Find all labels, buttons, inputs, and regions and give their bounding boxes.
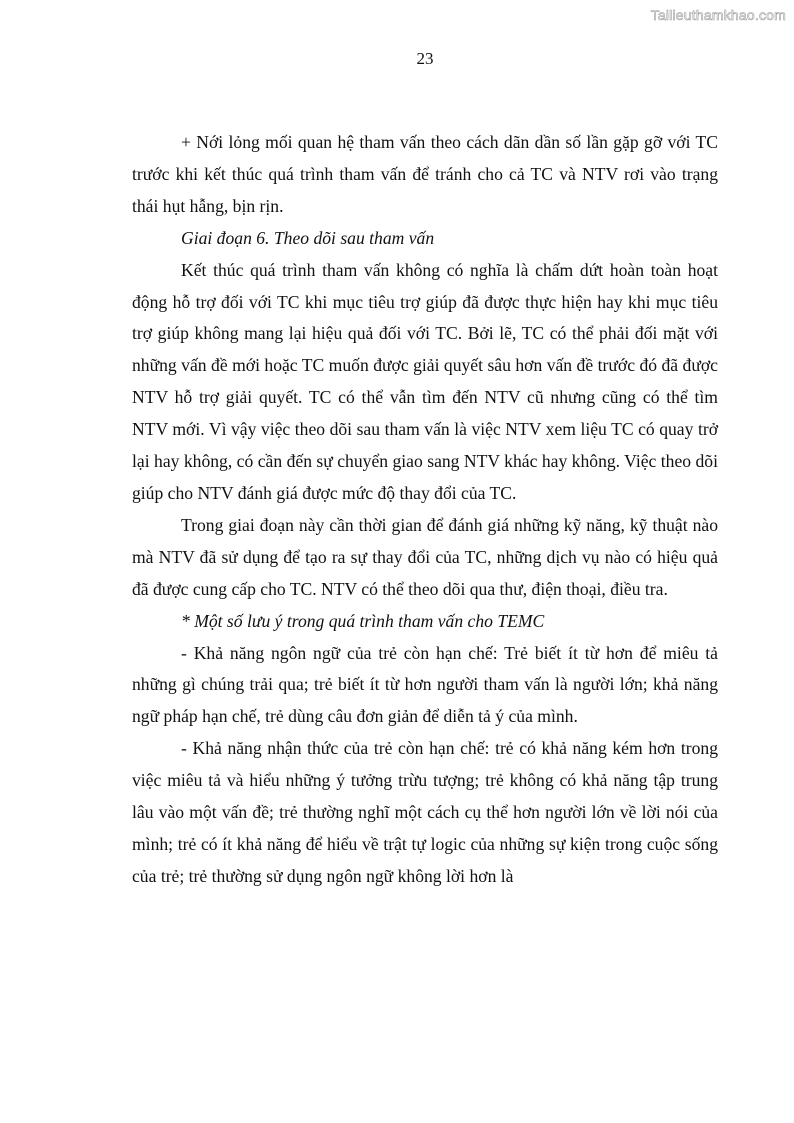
section-heading-notes-temc: * Một số lưu ý trong quá trình tham vấn cho TEMC	[181, 610, 545, 631]
watermark-text: Tailieuthamkhao.com	[650, 7, 786, 23]
paragraph-evaluation-period: Trong giai đoạn này cần thời gian để đánh giá những kỹ năng, kỹ thuật nào mà NTV đã sử dụng để tạo ra sự thay đổi của TC, những dịch vụ nào có hiệu quả đã được cung cấp cho TC. NTV có thể theo dõi qua thư, điện thoại, điều tra.	[132, 514, 718, 599]
section-heading-stage-6: Giai đoạn 6. Theo dõi sau tham vấn	[181, 227, 435, 248]
document-body	[132, 127, 718, 893]
paragraph-cognitive-limits: - Khả năng nhận thức của trẻ còn hạn chế: trẻ có khả năng kém hơn trong việc miêu tả và hiểu những ý tưởng trừu tượng; trẻ không có khả năng tập trung lâu vào một vấn đề; trẻ thường nghĩ một cách cụ thể hơn người lớn về lời nói của mình; trẻ có ít khả năng để hiểu về trật tự logic của những sự kiện trong cuộc sống của trẻ; trẻ thường sử dụng ngôn ngữ không lời hơn là	[132, 738, 718, 886]
paragraph-loosen-relationship: + Nới lỏng mối quan hệ tham vấn theo cách dãn dần số lần gặp gỡ với TC trước khi kết thúc quá trình tham vấn để tránh cho cả TC và NTV rơi vào trạng thái hụt hẫng, bịn rịn.	[132, 132, 718, 216]
page-number: 23	[416, 49, 434, 68]
paragraph-language-limits: - Khả năng ngôn ngữ của trẻ còn hạn chế: Trẻ biết ít từ hơn để miêu tả những gì chúng trải qua; trẻ biết ít từ hơn người tham vấn là người lớn; khả năng ngữ pháp hạn chế, trẻ dùng câu đơn giản để diễn tả ý của mình.	[132, 642, 718, 727]
paragraph-end-of-counseling: Kết thúc quá trình tham vấn không có nghĩa là chấm dứt hoàn toàn hoạt động hỗ trợ đối với TC khi mục tiêu trợ giúp đã được thực hiện hay khi mục tiêu trợ giúp không mang lại hiệu quả đối với TC. Bởi lẽ, TC có thể phải đối mặt với những vấn đề mới hoặc TC muốn được giải quyết sâu hơn vấn đề trước đó đã được NTV hỗ trợ giải quyết. TC có thể vẫn tìm đến NTV cũ nhưng cũng có thể tìm NTV mới. Vì vậy việc theo dõi sau tham vấn là việc NTV xem liệu TC có quay trở lại hay không, có cần đến sự chuyển giao sang NTV khác hay không. Việc theo dõi giúp cho NTV đánh giá được mức độ thay đổi của TC.	[132, 259, 718, 503]
